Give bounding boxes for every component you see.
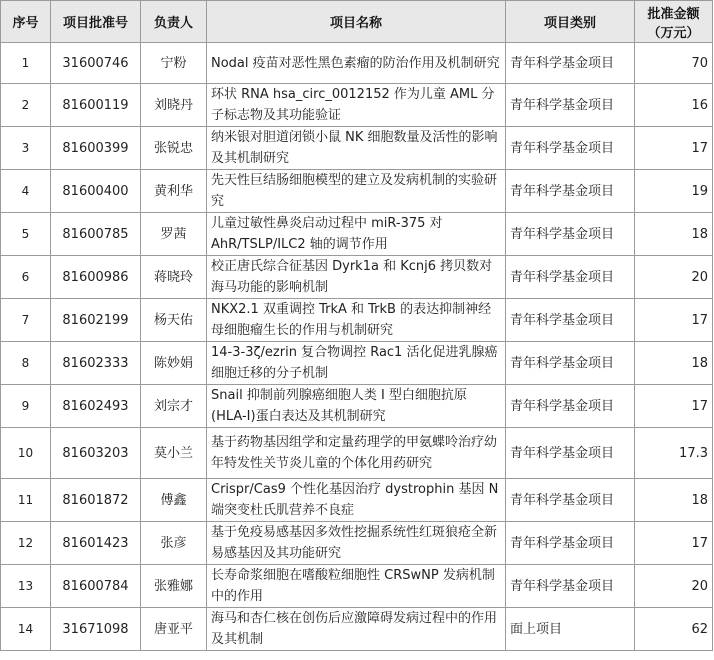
cell-title: 海马和杏仁核在创伤后应激障碍发病过程中的作用及其机制: [207, 608, 506, 651]
cell-person: 傅鑫: [141, 479, 207, 522]
cell-amount: 17: [635, 522, 713, 565]
cell-amount: 70: [635, 43, 713, 84]
cell-amount: 17: [635, 299, 713, 342]
table-row: [1, 608, 713, 651]
header-person: 负责人: [141, 1, 207, 43]
cell-amount: 17: [635, 127, 713, 170]
cell-approval-id: 81603203: [51, 428, 141, 479]
cell-type: 青年科学基金项目: [506, 170, 635, 213]
cell-approval-id: 31671098: [51, 608, 141, 651]
cell-approval-id: 81601423: [51, 522, 141, 565]
cell-amount: 18: [635, 342, 713, 385]
cell-title: Snail 抑制前列腺癌细胞人类 I 型白细胞抗原(HLA-I)蛋白表达及其机制研究: [207, 385, 506, 428]
header-amount: [635, 1, 713, 43]
cell-person: 罗茜: [141, 213, 207, 256]
table-row: [1, 299, 713, 342]
table-row: [1, 213, 713, 256]
header-type: 项目类别: [506, 1, 635, 43]
cell-person: 宁粉: [141, 43, 207, 84]
cell-approval-id: 81600986: [51, 256, 141, 299]
cell-no: 6: [1, 256, 51, 299]
cell-no: 7: [1, 299, 51, 342]
cell-no: 2: [1, 84, 51, 127]
cell-amount: 17.3: [635, 428, 713, 479]
cell-approval-id: 81600784: [51, 565, 141, 608]
cell-person: 张锐忠: [141, 127, 207, 170]
table-row: [1, 43, 713, 84]
cell-person: 刘晓丹: [141, 84, 207, 127]
header-amount-line2: （万元）: [647, 25, 700, 41]
cell-amount: 62: [635, 608, 713, 651]
cell-type: 青年科学基金项目: [506, 522, 635, 565]
cell-amount: 20: [635, 256, 713, 299]
cell-approval-id: 81600399: [51, 127, 141, 170]
cell-title: 长寿命浆细胞在嗜酸粒细胞性 CRSwNP 发病机制中的作用: [207, 565, 506, 608]
table-row: [1, 479, 713, 522]
cell-amount: 17: [635, 385, 713, 428]
header-no: 序号: [1, 1, 51, 43]
cell-title: 基于药物基因组学和定量药理学的甲氨蝶呤治疗幼年特发性关节炎儿童的个体化用药研究: [207, 428, 506, 479]
table-row: [1, 342, 713, 385]
cell-approval-id: 81600785: [51, 213, 141, 256]
cell-approval-id: 81600400: [51, 170, 141, 213]
cell-title: 基于免疫易感基因多效性挖掘系统性红斑狼疮全新易感基因及其功能研究: [207, 522, 506, 565]
cell-person: 张彦: [141, 522, 207, 565]
cell-title: NKX2.1 双重调控 TrkA 和 TrkB 的表达抑制神经母细胞瘤生长的作用与机制研究: [207, 299, 506, 342]
cell-amount: 16: [635, 84, 713, 127]
cell-title: 纳米银对胆道闭锁小鼠 NK 细胞数量及活性的影响及其机制研究: [207, 127, 506, 170]
cell-amount: 18: [635, 479, 713, 522]
cell-type: 青年科学基金项目: [506, 127, 635, 170]
table-row: [1, 385, 713, 428]
cell-no: 5: [1, 213, 51, 256]
cell-person: 陈妙娟: [141, 342, 207, 385]
cell-no: 1: [1, 43, 51, 84]
cell-person: 黄利华: [141, 170, 207, 213]
header-approval-id: 项目批准号: [51, 1, 141, 43]
table-row: [1, 170, 713, 213]
cell-person: 杨天佑: [141, 299, 207, 342]
cell-title: Nodal 疫苗对恶性黑色素瘤的防治作用及机制研究: [207, 43, 506, 84]
table-row: [1, 522, 713, 565]
cell-title: 14-3-3ζ/ezrin 复合物调控 Rac1 活化促进乳腺癌细胞迁移的分子机制: [207, 342, 506, 385]
cell-no: 10: [1, 428, 51, 479]
cell-no: 13: [1, 565, 51, 608]
cell-title: Crispr/Cas9 个性化基因治疗 dystrophin 基因 N 端突变杜氏肌营养不良症: [207, 479, 506, 522]
cell-no: 8: [1, 342, 51, 385]
cell-amount: 20: [635, 565, 713, 608]
cell-type: 青年科学基金项目: [506, 565, 635, 608]
cell-no: 3: [1, 127, 51, 170]
cell-person: 张雅娜: [141, 565, 207, 608]
cell-type: 青年科学基金项目: [506, 385, 635, 428]
cell-title: 环状 RNA hsa_circ_0012152 作为儿童 AML 分子标志物及其功能验证: [207, 84, 506, 127]
cell-approval-id: 81602333: [51, 342, 141, 385]
cell-title: 先天性巨结肠细胞模型的建立及发病机制的实验研究: [207, 170, 506, 213]
cell-type: 青年科学基金项目: [506, 256, 635, 299]
cell-person: 唐亚平: [141, 608, 207, 651]
table-row: [1, 565, 713, 608]
table-row: [1, 428, 713, 479]
cell-no: 12: [1, 522, 51, 565]
cell-person: 刘宗才: [141, 385, 207, 428]
cell-type: 青年科学基金项目: [506, 299, 635, 342]
table-row: [1, 84, 713, 127]
header-title: 项目名称: [207, 1, 506, 43]
cell-type: 青年科学基金项目: [506, 342, 635, 385]
cell-type: 青年科学基金项目: [506, 84, 635, 127]
table-row: [1, 127, 713, 170]
cell-amount: 19: [635, 170, 713, 213]
cell-title: 校正唐氏综合征基因 Dyrk1a 和 Kcnj6 拷贝数对海马功能的影响机制: [207, 256, 506, 299]
cell-no: 9: [1, 385, 51, 428]
cell-approval-id: 81600119: [51, 84, 141, 127]
table-body: [1, 43, 713, 651]
cell-no: 11: [1, 479, 51, 522]
cell-amount: 18: [635, 213, 713, 256]
cell-no: 14: [1, 608, 51, 651]
cell-approval-id: 31600746: [51, 43, 141, 84]
cell-person: 莫小兰: [141, 428, 207, 479]
header-amount-line1: 批准金额: [647, 6, 700, 22]
cell-title: 儿童过敏性鼻炎启动过程中 miR-375 对 AhR/TSLP/ILC2 轴的调节作用: [207, 213, 506, 256]
cell-no: 4: [1, 170, 51, 213]
cell-approval-id: 81601872: [51, 479, 141, 522]
cell-approval-id: 81602199: [51, 299, 141, 342]
cell-type: 青年科学基金项目: [506, 479, 635, 522]
cell-type: 青年科学基金项目: [506, 43, 635, 84]
header-row: [1, 1, 713, 43]
cell-person: 蒋晓玲: [141, 256, 207, 299]
cell-approval-id: 81602493: [51, 385, 141, 428]
table-row: [1, 256, 713, 299]
cell-type: 面上项目: [506, 608, 635, 651]
cell-type: 青年科学基金项目: [506, 428, 635, 479]
cell-type: 青年科学基金项目: [506, 213, 635, 256]
